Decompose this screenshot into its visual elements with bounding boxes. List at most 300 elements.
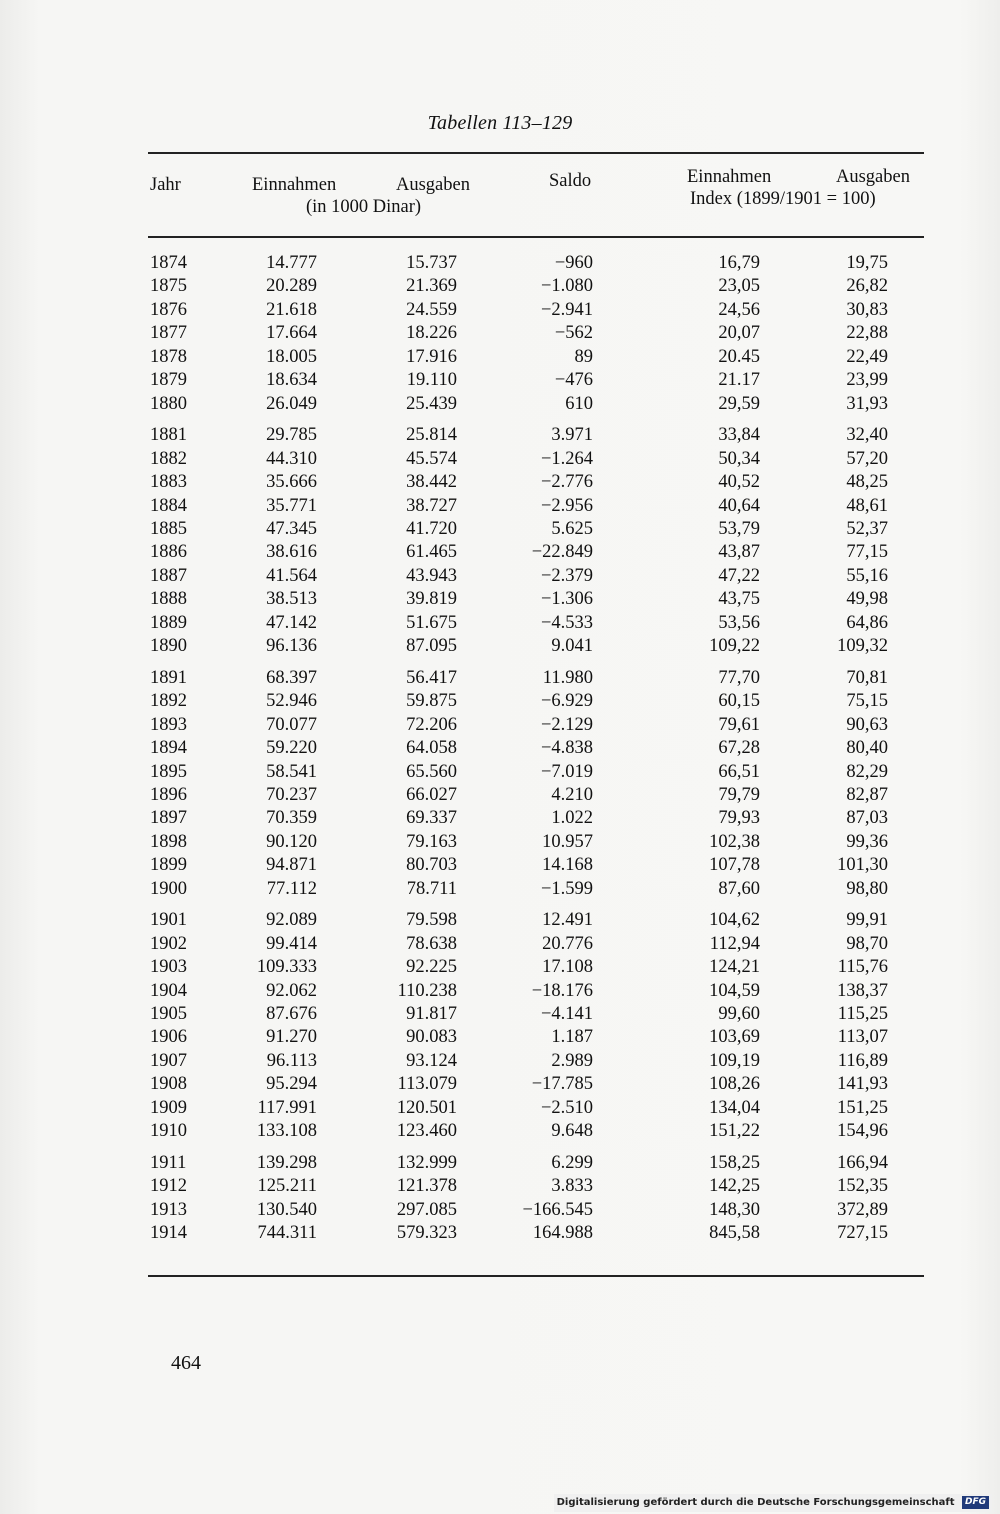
cell-index-ausgaben: 113,07	[837, 1027, 888, 1048]
table-row	[0, 612, 1000, 635]
table-row	[0, 518, 1000, 541]
cell-index-ausgaben: 26,82	[846, 276, 888, 297]
cell-saldo: 610	[565, 393, 593, 414]
cell-index-ausgaben: 32,40	[846, 425, 888, 446]
cell-index-ausgaben: 64,86	[846, 612, 888, 633]
cell-ausgaben: 90.083	[406, 1027, 457, 1048]
table-row	[0, 1199, 1000, 1222]
cell-saldo: 11.980	[542, 667, 593, 688]
cell-jahr: 1894	[150, 738, 187, 758]
cell-jahr: 1895	[150, 761, 187, 782]
cell-index-einnahmen: 104,62	[709, 910, 760, 931]
table-row	[0, 565, 1000, 588]
cell-index-ausgaben: 154,96	[837, 1121, 888, 1142]
cell-index-einnahmen: 108,26	[709, 1074, 760, 1095]
cell-index-einnahmen: 77,70	[718, 667, 760, 688]
cell-ausgaben: 113.079	[397, 1074, 457, 1095]
cell-einnahmen: 47.142	[266, 612, 317, 633]
cell-einnahmen: 41.564	[266, 565, 317, 586]
cell-einnahmen: 92.089	[266, 910, 317, 931]
table-row	[0, 690, 1000, 713]
cell-einnahmen: 18.005	[266, 346, 317, 367]
cell-jahr: 1898	[150, 831, 187, 852]
cell-ausgaben: 25.814	[406, 425, 457, 446]
cell-index-ausgaben: 727,15	[837, 1223, 888, 1243]
cell-saldo: 3.833	[551, 1176, 593, 1197]
cell-jahr: 1884	[150, 495, 187, 516]
cell-einnahmen: 87.676	[266, 1003, 317, 1024]
cell-index-ausgaben: 22,49	[846, 346, 888, 367]
cell-saldo: 3.971	[551, 425, 593, 446]
cell-jahr: 1888	[150, 589, 187, 610]
cell-index-einnahmen: 43,75	[718, 589, 760, 610]
cell-ausgaben: 38.442	[406, 472, 457, 492]
table-row	[0, 1097, 1000, 1120]
cell-saldo: −476	[554, 370, 593, 391]
cell-einnahmen: 38.616	[266, 542, 317, 563]
cell-index-ausgaben: 109,32	[837, 636, 888, 657]
cell-einnahmen: 133.108	[256, 1121, 317, 1142]
cell-saldo: −7.019	[540, 761, 593, 782]
cell-jahr: 1876	[150, 299, 187, 320]
header-saldo: Saldo	[549, 171, 592, 191]
cell-einnahmen: 96.113	[266, 1050, 317, 1071]
cell-jahr: 1913	[150, 1199, 187, 1220]
cell-saldo: 4.210	[551, 784, 593, 805]
cell-jahr: 1911	[150, 1152, 187, 1173]
cell-index-einnahmen: 102,38	[709, 831, 760, 852]
cell-index-ausgaben: 99,36	[846, 831, 888, 852]
cell-saldo: 12.491	[542, 910, 593, 931]
cell-jahr: 1908	[150, 1074, 187, 1095]
cell-index-einnahmen: 60,15	[718, 691, 760, 712]
cell-einnahmen: 29.785	[266, 425, 317, 446]
cell-einnahmen: 47.345	[266, 519, 317, 539]
cell-ausgaben: 61.465	[406, 542, 457, 563]
running-head: Tabellen 113–129	[427, 112, 573, 134]
cell-jahr: 1874	[150, 253, 187, 273]
table-row	[0, 1175, 1000, 1198]
cell-jahr: 1902	[150, 933, 187, 954]
cell-saldo: 17.108	[542, 957, 593, 977]
table-row	[0, 1050, 1000, 1073]
cell-saldo: 5.625	[551, 519, 593, 539]
header-index-einnahmen: Einnahmen	[687, 167, 772, 187]
cell-ausgaben: 66.027	[406, 784, 457, 805]
page-number: 464	[171, 1352, 201, 1374]
cell-einnahmen: 21.618	[266, 299, 317, 320]
table-row	[0, 448, 1000, 471]
cell-einnahmen: 20.289	[266, 276, 317, 297]
cell-index-ausgaben: 22,88	[846, 323, 888, 344]
cell-saldo: 2.989	[551, 1050, 593, 1071]
cell-saldo: 20.776	[542, 933, 593, 954]
table-row	[0, 1120, 1000, 1143]
cell-ausgaben: 123.460	[396, 1121, 457, 1142]
cell-jahr: 1880	[150, 393, 187, 414]
cell-ausgaben: 51.675	[406, 612, 457, 633]
cell-jahr: 1887	[150, 565, 187, 586]
table-row	[0, 980, 1000, 1003]
cell-index-ausgaben: 31,93	[846, 393, 888, 414]
cell-ausgaben: 45.574	[406, 448, 457, 469]
cell-index-einnahmen: 79,61	[718, 714, 760, 735]
cell-index-einnahmen: 53,56	[718, 612, 760, 633]
cell-saldo: −17.785	[531, 1074, 593, 1095]
cell-index-ausgaben: 166,94	[837, 1152, 888, 1173]
cell-saldo: −2.776	[540, 472, 593, 492]
table-row	[0, 541, 1000, 564]
table-row	[0, 831, 1000, 854]
cell-jahr: 1891	[150, 667, 187, 688]
cell-ausgaben: 24.559	[406, 299, 457, 320]
cell-jahr: 1912	[150, 1176, 187, 1197]
cell-index-einnahmen: 29,59	[718, 393, 760, 414]
cell-ausgaben: 87.095	[406, 636, 457, 657]
cell-einnahmen: 14.777	[266, 253, 317, 273]
cell-einnahmen: 95.294	[266, 1074, 317, 1095]
cell-jahr: 1883	[150, 472, 187, 492]
cell-index-einnahmen: 33,84	[718, 425, 760, 446]
cell-einnahmen: 94.871	[266, 855, 317, 876]
cell-einnahmen: 59.220	[266, 738, 317, 758]
header-jahr: Jahr	[150, 175, 181, 195]
cell-ausgaben: 65.560	[406, 761, 457, 782]
header-ausgaben: Ausgaben	[396, 175, 470, 195]
cell-index-ausgaben: 19,75	[846, 253, 888, 273]
table-row	[0, 275, 1000, 298]
cell-jahr: 1879	[150, 370, 187, 391]
table-row	[0, 667, 1000, 690]
cell-index-ausgaben: 48,61	[846, 495, 888, 516]
cell-index-ausgaben: 115,25	[837, 1003, 888, 1024]
cell-ausgaben: 64.058	[406, 738, 457, 758]
cell-index-einnahmen: 67,28	[718, 738, 760, 758]
cell-ausgaben: 41.720	[406, 519, 457, 539]
cell-jahr: 1892	[150, 691, 187, 712]
cell-einnahmen: 17.664	[266, 323, 317, 344]
cell-index-ausgaben: 152,35	[837, 1176, 888, 1197]
cell-jahr: 1890	[150, 636, 187, 657]
cell-jahr: 1896	[150, 784, 187, 805]
cell-index-einnahmen: 99,60	[718, 1003, 760, 1024]
cell-index-einnahmen: 40,64	[718, 495, 760, 516]
cell-ausgaben: 121.378	[396, 1176, 457, 1197]
cell-saldo: −166.545	[522, 1199, 593, 1220]
cell-ausgaben: 80.703	[406, 855, 457, 876]
cell-ausgaben: 132.999	[396, 1152, 457, 1173]
cell-index-einnahmen: 43,87	[718, 542, 760, 563]
cell-index-ausgaben: 99,91	[846, 910, 888, 931]
cell-einnahmen: 77.112	[266, 878, 317, 899]
cell-einnahmen: 26.049	[266, 393, 317, 414]
table-row	[0, 424, 1000, 447]
cell-saldo: −1.306	[540, 589, 593, 610]
cell-index-einnahmen: 158,25	[709, 1152, 760, 1173]
cell-jahr: 1875	[150, 276, 187, 297]
cell-jahr: 1901	[150, 910, 187, 931]
cell-index-ausgaben: 90,63	[846, 714, 888, 735]
cell-jahr: 1885	[150, 519, 187, 539]
cell-jahr: 1881	[150, 425, 187, 446]
cell-index-einnahmen: 50,34	[718, 448, 760, 469]
cell-einnahmen: 139.298	[256, 1152, 317, 1173]
table-row	[0, 737, 1000, 760]
cell-index-einnahmen: 109,19	[709, 1050, 760, 1071]
table-row	[0, 252, 1000, 275]
cell-ausgaben: 79.598	[406, 910, 457, 931]
cell-einnahmen: 99.414	[266, 933, 317, 954]
table-row	[0, 1222, 1000, 1245]
cell-index-ausgaben: 80,40	[846, 738, 888, 758]
cell-jahr: 1882	[150, 448, 187, 469]
cell-index-einnahmen: 148,30	[709, 1199, 760, 1220]
table-row	[0, 299, 1000, 322]
table-row	[0, 807, 1000, 830]
cell-index-einnahmen: 124,21	[709, 957, 760, 977]
cell-saldo: −2.129	[540, 714, 593, 735]
cell-einnahmen: 52.946	[266, 691, 317, 712]
cell-index-ausgaben: 151,25	[837, 1097, 888, 1118]
cell-ausgaben: 78.711	[406, 878, 457, 899]
cell-einnahmen: 35.666	[266, 472, 317, 492]
cell-ausgaben: 78.638	[406, 933, 457, 954]
cell-index-ausgaben: 30,83	[846, 299, 888, 320]
cell-saldo: 9.648	[551, 1121, 593, 1142]
cell-saldo: −2.956	[540, 495, 593, 516]
table-row	[0, 761, 1000, 784]
cell-ausgaben: 72.206	[406, 714, 457, 735]
table-row	[0, 784, 1000, 807]
cell-index-einnahmen: 16,79	[718, 253, 760, 273]
cell-saldo: −2.510	[540, 1097, 593, 1118]
cell-index-ausgaben: 116,89	[837, 1050, 888, 1071]
cell-ausgaben: 93.124	[406, 1050, 457, 1071]
cell-index-einnahmen: 87,60	[718, 878, 760, 899]
table-row	[0, 933, 1000, 956]
cell-saldo: −2.941	[540, 299, 593, 320]
table-row	[0, 1003, 1000, 1026]
cell-saldo: −1.599	[540, 878, 593, 899]
cell-einnahmen: 117.991	[257, 1097, 317, 1118]
dfg-logo: DFG	[962, 1496, 989, 1509]
cell-saldo: −960	[554, 253, 593, 273]
cell-index-einnahmen: 134,04	[709, 1097, 760, 1118]
cell-index-ausgaben: 141,93	[837, 1074, 888, 1095]
cell-index-einnahmen: 47,22	[718, 565, 760, 586]
cell-index-ausgaben: 82,29	[846, 761, 888, 782]
cell-ausgaben: 38.727	[406, 495, 457, 516]
cell-index-ausgaben: 98,70	[846, 933, 888, 954]
cell-index-einnahmen: 109,22	[709, 636, 760, 657]
cell-saldo: 1.022	[551, 808, 593, 829]
cell-jahr: 1914	[150, 1223, 187, 1243]
cell-index-ausgaben: 115,76	[837, 957, 888, 977]
cell-ausgaben: 19.110	[406, 370, 457, 391]
cell-jahr: 1903	[150, 957, 187, 977]
table-row	[0, 588, 1000, 611]
cell-ausgaben: 59.875	[406, 691, 457, 712]
table-row	[0, 635, 1000, 658]
cell-index-einnahmen: 24,56	[718, 299, 760, 320]
table-row	[0, 956, 1000, 979]
table-row	[0, 714, 1000, 737]
cell-saldo: 89	[574, 346, 593, 367]
table-row	[0, 854, 1000, 877]
cell-saldo: −1.264	[540, 448, 593, 469]
cell-saldo: −4.838	[540, 738, 593, 758]
cell-index-ausgaben: 48,25	[846, 472, 888, 492]
cell-index-ausgaben: 23,99	[846, 370, 888, 391]
table-row	[0, 471, 1000, 494]
cell-index-ausgaben: 372,89	[837, 1199, 888, 1220]
cell-ausgaben: 91.817	[406, 1003, 457, 1024]
cell-saldo: 1.187	[551, 1027, 593, 1048]
cell-index-einnahmen: 20,07	[718, 323, 760, 344]
cell-index-einnahmen: 23,05	[718, 276, 760, 297]
cell-ausgaben: 15.737	[406, 253, 457, 273]
cell-saldo: −22.849	[531, 542, 593, 563]
cell-index-einnahmen: 142,25	[709, 1176, 760, 1197]
cell-ausgaben: 120.501	[396, 1097, 457, 1118]
cell-einnahmen: 70.359	[266, 808, 317, 829]
cell-jahr: 1878	[150, 346, 187, 367]
cell-index-einnahmen: 845,58	[709, 1223, 760, 1243]
cell-einnahmen: 70.077	[266, 714, 317, 735]
cell-ausgaben: 56.417	[406, 667, 457, 688]
cell-jahr: 1897	[150, 808, 187, 829]
cell-saldo: −562	[554, 323, 593, 344]
cell-einnahmen: 109.333	[256, 957, 317, 977]
cell-einnahmen: 96.136	[266, 636, 317, 657]
cell-saldo: −18.176	[531, 980, 593, 1001]
cell-einnahmen: 70.237	[266, 784, 317, 805]
cell-saldo: 9.041	[551, 636, 593, 657]
cell-einnahmen: 744.311	[257, 1223, 317, 1243]
cell-index-einnahmen: 112,94	[709, 933, 760, 954]
cell-einnahmen: 58.541	[266, 761, 317, 782]
cell-index-einnahmen: 20.45	[718, 346, 760, 367]
cell-index-ausgaben: 55,16	[846, 565, 888, 586]
footer-credit	[554, 1494, 992, 1512]
cell-jahr: 1877	[150, 323, 187, 344]
footer-credit-text: Digitalisierung gefördert durch die Deutsche Forschungsgemeinschaft	[556, 1497, 955, 1508]
table-row	[0, 393, 1000, 416]
cell-jahr: 1893	[150, 714, 187, 735]
table-row	[0, 322, 1000, 345]
cell-einnahmen: 92.062	[266, 980, 317, 1001]
cell-index-einnahmen: 66,51	[718, 761, 760, 782]
cell-index-ausgaben: 82,87	[846, 784, 888, 805]
cell-index-ausgaben: 57,20	[846, 448, 888, 469]
cell-index-einnahmen: 79,93	[718, 808, 760, 829]
cell-einnahmen: 18.634	[266, 370, 317, 391]
cell-jahr: 1906	[150, 1027, 187, 1048]
cell-ausgaben: 297.085	[396, 1199, 457, 1220]
cell-jahr: 1904	[150, 980, 187, 1001]
header-index-label: Index (1899/1901 = 100)	[690, 189, 876, 209]
cell-einnahmen: 38.513	[266, 589, 317, 610]
cell-jahr: 1909	[150, 1097, 187, 1118]
cell-ausgaben: 25.439	[406, 393, 457, 414]
cell-saldo: −6.929	[540, 691, 593, 712]
cell-ausgaben: 17.916	[406, 346, 457, 367]
cell-index-einnahmen: 53,79	[718, 519, 760, 539]
cell-einnahmen: 35.771	[266, 495, 317, 516]
cell-saldo: −2.379	[540, 565, 593, 586]
cell-index-ausgaben: 138,37	[837, 980, 888, 1001]
cell-saldo: 164.988	[532, 1223, 593, 1243]
cell-saldo: 10.957	[542, 831, 593, 852]
cell-saldo: 6.299	[551, 1152, 593, 1173]
cell-jahr: 1886	[150, 542, 187, 563]
cell-index-ausgaben: 70,81	[846, 667, 888, 688]
cell-index-ausgaben: 87,03	[846, 808, 888, 829]
cell-jahr: 1900	[150, 878, 187, 899]
cell-saldo: −4.533	[540, 612, 593, 633]
cell-einnahmen: 90.120	[266, 831, 317, 852]
table-row	[0, 1026, 1000, 1049]
table-row	[0, 369, 1000, 392]
cell-saldo: −4.141	[540, 1003, 593, 1024]
cell-index-ausgaben: 77,15	[846, 542, 888, 563]
cell-index-einnahmen: 103,69	[709, 1027, 760, 1048]
cell-ausgaben: 110.238	[397, 980, 457, 1001]
cell-ausgaben: 18.226	[406, 323, 457, 344]
table-row	[0, 346, 1000, 369]
cell-index-einnahmen: 107,78	[709, 855, 760, 876]
table-row	[0, 1073, 1000, 1096]
table-bottom-rule	[148, 1275, 924, 1277]
cell-jahr: 1905	[150, 1003, 187, 1024]
cell-index-ausgaben: 75,15	[846, 691, 888, 712]
cell-index-ausgaben: 52,37	[846, 519, 888, 539]
cell-jahr: 1899	[150, 855, 187, 876]
cell-ausgaben: 579.323	[396, 1223, 457, 1243]
cell-saldo: 14.168	[542, 855, 593, 876]
cell-saldo: −1.080	[540, 276, 593, 297]
header-einnahmen: Einnahmen	[252, 175, 337, 195]
table-row	[0, 878, 1000, 901]
cell-einnahmen: 91.270	[266, 1027, 317, 1048]
cell-index-einnahmen: 104,59	[709, 980, 760, 1001]
cell-index-einnahmen: 40,52	[718, 472, 760, 492]
cell-einnahmen: 125.211	[257, 1176, 317, 1197]
header-index-ausgaben: Ausgaben	[836, 167, 910, 187]
cell-index-ausgaben: 49,98	[846, 589, 888, 610]
cell-ausgaben: 69.337	[406, 808, 457, 829]
table-row	[0, 495, 1000, 518]
table-row	[0, 909, 1000, 932]
cell-einnahmen: 44.310	[266, 448, 317, 469]
cell-index-einnahmen: 151,22	[709, 1121, 760, 1142]
cell-index-ausgaben: 98,80	[846, 878, 888, 899]
cell-ausgaben: 21.369	[406, 276, 457, 297]
cell-index-einnahmen: 21.17	[718, 370, 760, 391]
cell-jahr: 1889	[150, 612, 187, 633]
cell-index-einnahmen: 79,79	[718, 784, 760, 805]
cell-ausgaben: 43.943	[406, 565, 457, 586]
cell-index-ausgaben: 101,30	[837, 855, 888, 876]
table-row	[0, 1152, 1000, 1175]
cell-ausgaben: 39.819	[406, 589, 457, 610]
cell-jahr: 1910	[150, 1121, 187, 1142]
cell-einnahmen: 68.397	[266, 667, 317, 688]
cell-jahr: 1907	[150, 1050, 187, 1071]
cell-ausgaben: 79.163	[406, 831, 457, 852]
cell-einnahmen: 130.540	[256, 1199, 317, 1220]
header-unit: (in 1000 Dinar)	[306, 197, 422, 217]
